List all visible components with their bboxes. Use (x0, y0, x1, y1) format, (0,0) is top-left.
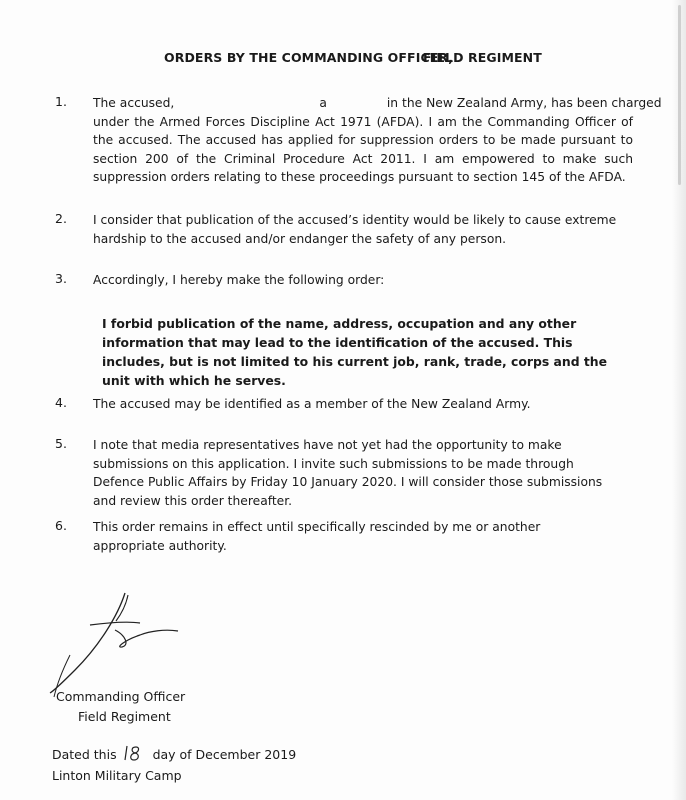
paragraph-text: Accordingly, I hereby make the following order: (93, 273, 385, 287)
signoff-block (56, 687, 185, 727)
paragraph-text: I note that media representatives have not yet had the opportunity to make submissions on this application. I invite such submissions to be made through Defence Public Affairs by Friday 10 January 2020. I will consider those submissions and review this order thereafter. (93, 438, 603, 508)
paragraph-text: I consider that publication of the accused’s identity would be likely to cause extreme hardship to the accused and/or endanger the safety of any person. (93, 213, 617, 246)
paragraph-number: 5. (55, 436, 67, 451)
scan-shadow-mark (678, 5, 681, 185)
paragraph-number: 3. (55, 271, 67, 286)
paragraph-1-rest: under the Armed Forces Discipline Act 1971 (AFDA). I am the Commanding Officer of the accused. The accused has applied for suppression orders to be made pursuant to section 200 of the Criminal Procedure Act 2011. I am empowered to make such suppression orders relating to these proceedings pursuant to section 145 of the AFDA. (93, 114, 633, 184)
paragraph-text: The accused may be identified as a member of the New Zealand Army. (93, 397, 531, 411)
dated-block (52, 743, 296, 786)
paragraph-text (93, 94, 662, 187)
order-text: I forbid publication of the name, address, occupation and any other information that may lead to the identification of the accused. This includes, but is not limited to his current job, rank, trade, corps and the unit with which he serves. (102, 316, 608, 388)
signature-image (30, 585, 190, 700)
location: Linton Military Camp (52, 768, 182, 783)
paragraph-number: 6. (55, 518, 67, 533)
paragraph-number: 2. (55, 211, 67, 226)
paragraph-number: 1. (55, 94, 67, 109)
dated-suffix: day of December 2019 (152, 747, 297, 762)
title-text: ORDERS BY THE COMMANDING OFFICER, (164, 50, 454, 65)
title-unit: FIELD REGIMENT (423, 50, 542, 65)
text-fragment: in the New Zealand Army, has been charged (386, 96, 662, 110)
paragraph-1-first-line (93, 94, 662, 113)
signoff-title: Commanding Officer (56, 689, 186, 704)
text-fragment: The accused, (93, 96, 175, 110)
dated-prefix: Dated this (52, 747, 117, 762)
dated-line (52, 743, 296, 765)
document-title (164, 50, 542, 65)
paragraph-number: 4. (55, 395, 67, 410)
text-fragment: a (319, 96, 327, 110)
handwritten-day (121, 743, 149, 763)
paragraph-text: This order remains in effect until specifically rescinded by me or another appropriate authority. (93, 520, 541, 553)
signoff-unit: Field Regiment (78, 709, 171, 724)
